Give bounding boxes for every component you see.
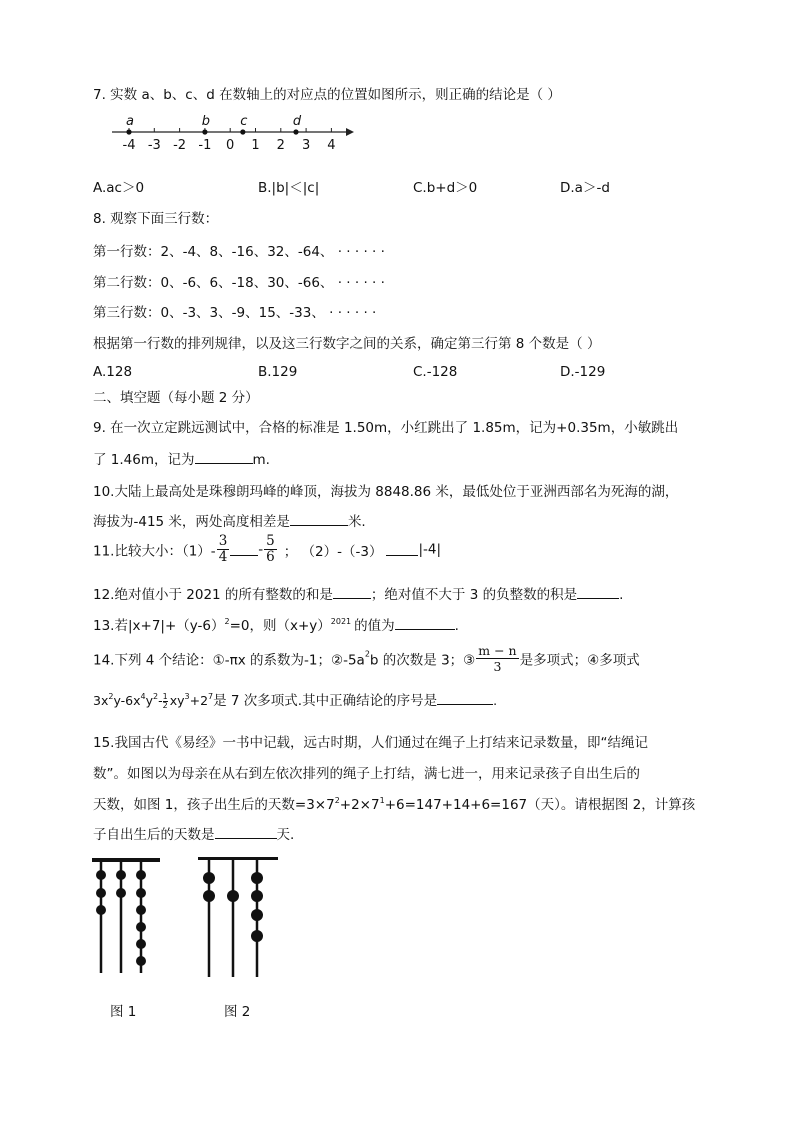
figure-1-knot-ropes	[92, 858, 162, 978]
q11-answer-blank-2[interactable]	[386, 543, 418, 556]
q11-text-3: |-4|	[418, 541, 442, 558]
q14-poly-2: y-6x	[113, 693, 141, 708]
q14-exponent-a: 2	[364, 649, 370, 659]
q8-option-d[interactable]: D.-129	[560, 364, 606, 380]
number-line-tick-label: -2	[173, 138, 187, 153]
q14-text-5: .	[493, 693, 498, 708]
q10-answer-blank[interactable]	[290, 513, 348, 526]
q10-text: 海拔为-415 米，两处高度相差是	[93, 514, 290, 530]
q12-text-1: 12.绝对值小于 2021 的所有整数的和是	[93, 587, 333, 603]
q14-answer-blank[interactable]	[437, 692, 493, 705]
q12-text-3: .	[619, 587, 624, 603]
q14-fraction: $\frac{m - n}{3}$	[478, 643, 517, 674]
q8-option-c[interactable]: C.-128	[413, 364, 458, 380]
q9-text: 了 1.46m，记为	[93, 452, 195, 468]
q13-text-2: =0，则（x+y）	[229, 618, 331, 634]
number-line-point-b	[202, 129, 207, 134]
q12-answer-blank-2[interactable]	[577, 586, 619, 599]
q8-question: 根据第一行数的排列规律，以及这三行数字之间的关系，确定第三行第 8 个数是（ ）	[93, 336, 601, 352]
number-line-tick-label: 1	[251, 138, 260, 153]
number-line-point-label: a	[126, 114, 134, 129]
q13-answer-blank[interactable]	[395, 617, 455, 630]
q12-text-2: ；绝对值不大于 3 的负整数的积是	[370, 587, 578, 603]
figure-2-knot-ropes	[198, 855, 280, 980]
q12-line	[93, 583, 623, 603]
q15-text-5: 天.	[276, 827, 295, 843]
q13-exponent-2: 2021	[330, 617, 352, 626]
number-line-point-d	[293, 129, 298, 134]
number-line-tick-label: -1	[198, 138, 212, 153]
q13-text-3: 的值为	[354, 618, 395, 634]
q14-text-4: 是 7 次多项式.其中正确结论的序号是	[213, 693, 438, 709]
q11-text-1: 11.比较大小：（1）-	[93, 543, 216, 560]
number-line-tick-label: 2	[276, 138, 285, 153]
q13-line	[93, 614, 459, 634]
q7-number-line	[112, 113, 362, 153]
q14-line-1	[93, 643, 640, 674]
q11-answer-blank-1[interactable]	[230, 543, 258, 556]
q9-answer-blank[interactable]	[195, 451, 253, 464]
number-line-tick-label: -3	[147, 138, 161, 153]
q15-answer-blank[interactable]	[215, 826, 277, 839]
q8-stem: 8. 观察下面三行数：	[93, 211, 219, 227]
q14-text-3: 是多项式；④多项式	[519, 652, 640, 669]
q8-row-2: 第二行数：0、-6、6、-18、30、-66、 · · · · · ·	[93, 275, 385, 291]
q14-poly-6: +2	[189, 693, 209, 708]
q10-line-2	[93, 510, 366, 530]
number-line-point-a	[126, 129, 131, 134]
q14-text-2: b 的次数是 3；③	[369, 652, 476, 669]
q11-text-2: ； （2）-（-3）	[283, 543, 383, 560]
q12-answer-blank-1[interactable]	[333, 586, 371, 599]
q8-row-1: 第一行数：2、-4、8、-16、32、-64、 · · · · · ·	[93, 244, 385, 260]
q11-line	[93, 534, 441, 565]
q11-fraction-2: $\frac{5}{6}$	[266, 533, 275, 565]
q7-option-a[interactable]: A.ac＞0	[93, 180, 145, 196]
q14-exp-3: 2	[153, 692, 159, 701]
section-heading: 二、填空题（每小题 2 分）	[93, 390, 259, 406]
q15-exp-2: 1	[379, 796, 385, 805]
q14-exp-1: 2	[108, 692, 114, 701]
q15-text-1: 天数，如图 1，孩子出生后的天数=3×7	[93, 797, 335, 813]
figure-2-caption: 图 2	[224, 1004, 251, 1020]
q7-option-b[interactable]: B.|b|＜|c|	[258, 180, 320, 196]
q11-fraction-1: $\frac{3}{4}$	[218, 533, 228, 565]
number-line-tick-label: -4	[122, 138, 136, 153]
number-line-tick-label: 0	[226, 138, 235, 153]
q14-poly-1: 3x	[93, 693, 109, 708]
number-line-tick-label: 3	[301, 138, 311, 153]
q7-stem: 7. 实数 a、b、c、d 在数轴上的对应点的位置如图所示，则正确的结论是（ ）	[93, 87, 561, 103]
q14-exp-4: 3	[184, 692, 190, 701]
q14-exp-2: 4	[140, 692, 146, 701]
q7-option-d[interactable]: D.a＞-d	[560, 180, 610, 196]
q15-line-3	[93, 793, 695, 813]
q13-exponent-1: 2	[224, 617, 230, 626]
q15-line-1: 15.我国古代《易经》一书中记载，远古时期，人们通过在绳子上打结来记录数量，即“结绳记	[93, 735, 648, 751]
q9-unit: m.	[252, 452, 270, 468]
number-line-point-label: d	[292, 114, 302, 129]
q8-option-a[interactable]: A.128	[93, 364, 133, 380]
q15-text-4: 子自出生后的天数是	[93, 827, 215, 843]
q9-line-1: 9. 在一次立定跳远测试中，合格的标准是 1.50m，小红跳出了 1.85m，记为+0.35m，小敏跳出	[93, 420, 679, 436]
q15-text-3: +6=147+14+6=167（天）。请根据图 2，计算孩	[384, 797, 696, 813]
q8-option-b[interactable]: B.129	[258, 364, 298, 380]
q14-poly-5: xy	[169, 693, 185, 708]
q14-exp-5: 7	[208, 692, 214, 701]
q10-line-1: 10.大陆上最高处是珠穆朗玛峰的峰顶，海拔为 8848.86 米，最低处位于亚洲西部名为死海的湖，	[93, 484, 679, 500]
q14-line-2	[93, 689, 497, 710]
q13-text-4: .	[454, 618, 459, 634]
q14-text-1: 14.下列 4 个结论：①-πx 的系数为-1；②-5a	[93, 652, 365, 669]
number-line-point-label: b	[201, 114, 211, 129]
q9-line-2	[93, 448, 270, 468]
q11-minus: -	[258, 541, 264, 558]
q15-text-2: +2×7	[339, 797, 380, 813]
q15-line-4	[93, 823, 294, 843]
q13-text-1: 13.若|x+7|+（y-6）	[93, 618, 225, 634]
q14-poly-3: y	[145, 693, 153, 708]
figure-1-caption: 图 1	[110, 1004, 137, 1020]
number-line-tick-label: 4	[327, 138, 336, 153]
q7-option-c[interactable]: C.b+d＞0	[413, 180, 478, 196]
q15-line-2: 数”。如图以为母亲在从右到左依次排列的绳子上打结，满七进一，用来记录孩子自出生后的	[93, 766, 640, 782]
q14-poly-4: -	[158, 693, 163, 708]
q14-half: $\frac{1}{2}$	[162, 692, 168, 710]
number-line-point-c	[240, 129, 245, 134]
q8-row-3: 第三行数：0、-3、3、-9、15、-33、 · · · · · ·	[93, 305, 377, 321]
q10-unit: 米.	[347, 514, 366, 530]
q15-exp-1: 2	[334, 796, 340, 805]
number-line-point-label: c	[240, 114, 248, 129]
